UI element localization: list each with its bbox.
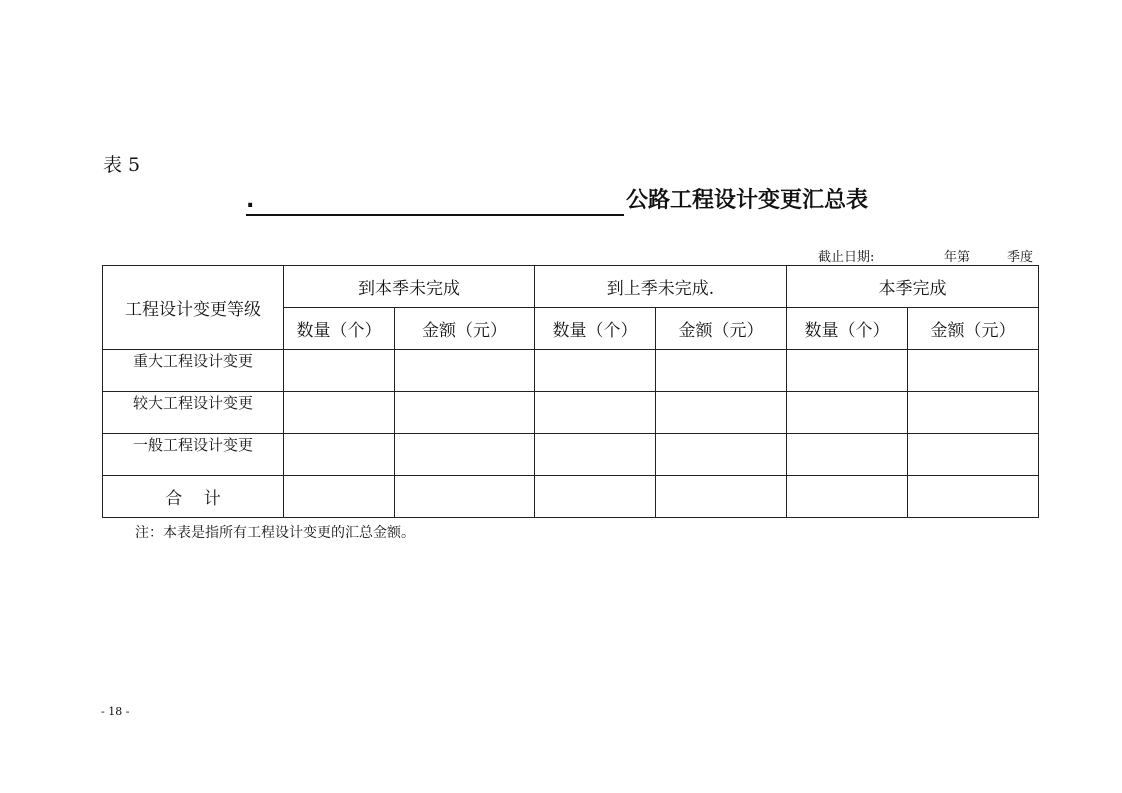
quarter-label: 季度 [1007, 250, 1034, 265]
table-cell [395, 350, 535, 392]
table-cell [535, 476, 656, 518]
table-cell [787, 350, 908, 392]
page-number: - 18 - [101, 705, 130, 718]
subheader-count: 数量（个） [284, 308, 395, 350]
subheader-amount: 金额（元） [656, 308, 787, 350]
header-row-groups [103, 266, 1039, 308]
total-row [103, 476, 1039, 518]
table-cell [284, 350, 395, 392]
table-cell [284, 476, 395, 518]
row-label-large [103, 392, 284, 434]
table-cell [284, 392, 395, 434]
summary-table [102, 265, 1039, 518]
subheader-count: 数量（个） [535, 308, 656, 350]
title-text: 公路工程设计变更汇总表 [626, 188, 869, 213]
table-cell [908, 350, 1039, 392]
table-row [103, 350, 1039, 392]
table-note: 注：本表是指所有工程设计变更的汇总金额。 [135, 525, 415, 541]
subheader-amount: 金额（元） [908, 308, 1039, 350]
table-cell [535, 434, 656, 476]
table-cell [787, 434, 908, 476]
title-blank-line: . [246, 188, 624, 216]
subheader-amount: 金额（元） [395, 308, 535, 350]
table-cell [395, 476, 535, 518]
table-cell [656, 350, 787, 392]
table-row [103, 392, 1039, 434]
table-cell [908, 476, 1039, 518]
row-label-major [103, 350, 284, 392]
row-header-cell: 工程设计变更等级 [103, 266, 284, 350]
document-title [246, 186, 868, 216]
table-cell [535, 350, 656, 392]
total-label: 合 计 [103, 476, 284, 518]
table-number-label: 表 5 [103, 154, 141, 176]
table-cell [787, 392, 908, 434]
row-label-general [103, 434, 284, 476]
table-cell [395, 434, 535, 476]
table-cell [656, 476, 787, 518]
table-cell [908, 392, 1039, 434]
table-row [103, 434, 1039, 476]
table-cell [395, 392, 535, 434]
table-cell [787, 476, 908, 518]
subheader-count: 数量（个） [787, 308, 908, 350]
year-label: 年第 [944, 250, 971, 265]
row-label-text: 一般工程设计变更 [132, 436, 253, 454]
table-cell [908, 434, 1039, 476]
row-label-text: 较大工程设计变更 [132, 394, 253, 412]
date-label: 截止日期: [818, 250, 875, 265]
table-cell [656, 392, 787, 434]
table-cell [284, 434, 395, 476]
group-header-previous: 到上季未完成. [535, 266, 787, 308]
table-cell [656, 434, 787, 476]
group-header-current: 到本季未完成 [284, 266, 535, 308]
group-header-this-quarter: 本季完成 [787, 266, 1039, 308]
table-cell [535, 392, 656, 434]
row-label-text: 重大工程设计变更 [132, 352, 253, 370]
